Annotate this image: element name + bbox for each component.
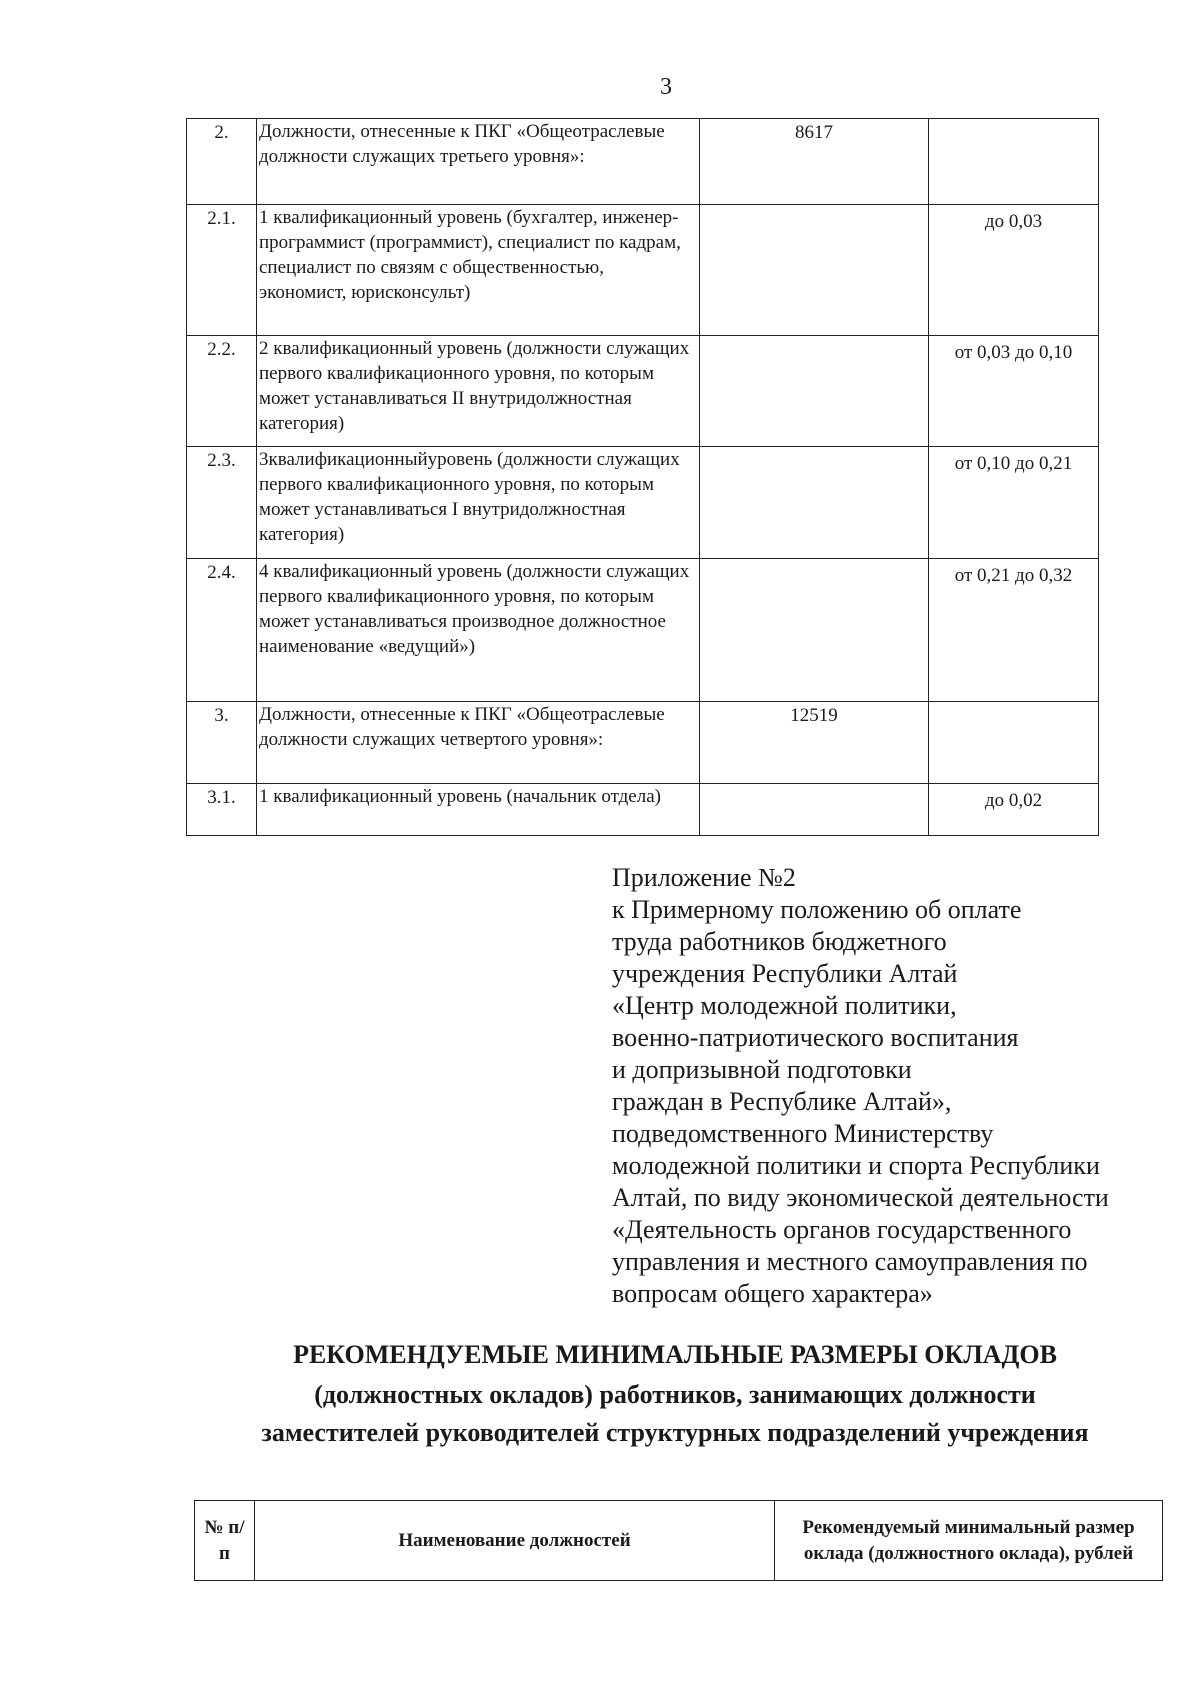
table-row (187, 205, 1099, 336)
coefficient-value: до 0,02 (929, 784, 1099, 836)
row-number: 2.4. (187, 559, 257, 702)
table-row (187, 447, 1099, 559)
position-name: 1 квалификационный уровень (начальник отдела) (257, 784, 700, 836)
appendix-title: Приложение №2 (612, 863, 796, 892)
row-number: 2.3. (187, 447, 257, 559)
salary-value: 8617 (700, 119, 929, 205)
table-row (187, 336, 1099, 447)
positions-table (186, 118, 1099, 836)
row-number: 3.1. (187, 784, 257, 836)
appendix-line: молодежной политики и спорта Республики (612, 1151, 1100, 1180)
position-name: 1 квалификационный уровень (бухгалтер, инженер-программист (программист), специалист по кадрам, специалист по связям с общественностью, экономист, юрисконсульт) (257, 205, 700, 336)
column-number-header (195, 1501, 255, 1581)
coefficient-value (929, 702, 1099, 784)
coefficient-value: от 0,10 до 0,21 (929, 447, 1099, 559)
appendix-line: Алтай, по виду экономической деятельности (612, 1183, 1109, 1212)
page-number: 3 (660, 74, 672, 100)
table-row (187, 559, 1099, 702)
position-name: 2 квалификационный уровень (должности служащих первого квалификационного уровня, по которым может устанавливаться II внутридолжностная категория) (257, 336, 700, 447)
row-number: 2. (187, 119, 257, 205)
salary-value (700, 784, 929, 836)
coefficient-value: от 0,21 до 0,32 (929, 559, 1099, 702)
position-name: Должности, отнесенные к ПКГ «Общеотраслевые должности служащих третьего уровня»: (257, 119, 700, 205)
appendix-block (612, 862, 1109, 1310)
position-name: Должности, отнесенные к ПКГ «Общеотраслевые должности служащих четвертого уровня»: (257, 702, 700, 784)
appendix-line: граждан в Республике Алтай», (612, 1087, 952, 1116)
appendix-line: и допризывной подготовки (612, 1055, 912, 1084)
salary-value (700, 205, 929, 336)
heading-line-1: РЕКОМЕНДУЕМЫЕ МИНИМАЛЬНЫЕ РАЗМЕРЫ ОКЛАДОВ (293, 1340, 1057, 1369)
appendix-line: военно-патриотического воспитания (612, 1023, 1019, 1052)
appendix-line: «Деятельность органов государственного (612, 1215, 1072, 1244)
salary-table-header (194, 1500, 1163, 1581)
position-name: 3квалификационныйуровень (должности служащих первого квалификационного уровня, по которым может устанавливаться I внутридолжностная категория) (257, 447, 700, 559)
column-number-label: № п/п (204, 1516, 245, 1564)
salary-value: 12519 (700, 702, 929, 784)
table-header-row (195, 1501, 1163, 1581)
appendix-line: вопросам общего характера» (612, 1279, 933, 1308)
table-row (187, 702, 1099, 784)
table-row (187, 119, 1099, 205)
table-row (187, 784, 1099, 836)
appendix-line: к Примерному положению об оплате (612, 895, 1022, 924)
heading-line-2: (должностных окладов) работников, занимающих должности (314, 1380, 1036, 1409)
salary-value (700, 559, 929, 702)
appendix-line: подведомственного Министерству (612, 1119, 994, 1148)
position-name: 4 квалификационный уровень (должности служащих первого квалификационного уровня, по которым может устанавливаться производное должностное наименование «ведущий») (257, 559, 700, 702)
coefficient-value (929, 119, 1099, 205)
row-number: 2.1. (187, 205, 257, 336)
column-salary-header: Рекомендуемый минимальный размер оклада (должностного оклада), рублей (775, 1501, 1163, 1581)
coefficient-value: до 0,03 (929, 205, 1099, 336)
coefficient-value: от 0,03 до 0,10 (929, 336, 1099, 447)
salary-value (700, 447, 929, 559)
heading-line-3: заместителей руководителей структурных подразделений учреждения (261, 1418, 1089, 1447)
column-name-header: Наименование должностей (255, 1501, 775, 1581)
appendix-line: «Центр молодежной политики, (612, 991, 957, 1020)
row-number: 3. (187, 702, 257, 784)
salary-value (700, 336, 929, 447)
row-number: 2.2. (187, 336, 257, 447)
appendix-line: учреждения Республики Алтай (612, 959, 958, 988)
appendix-line: труда работников бюджетного (612, 927, 947, 956)
appendix-line: управления и местного самоуправления по (612, 1247, 1088, 1276)
